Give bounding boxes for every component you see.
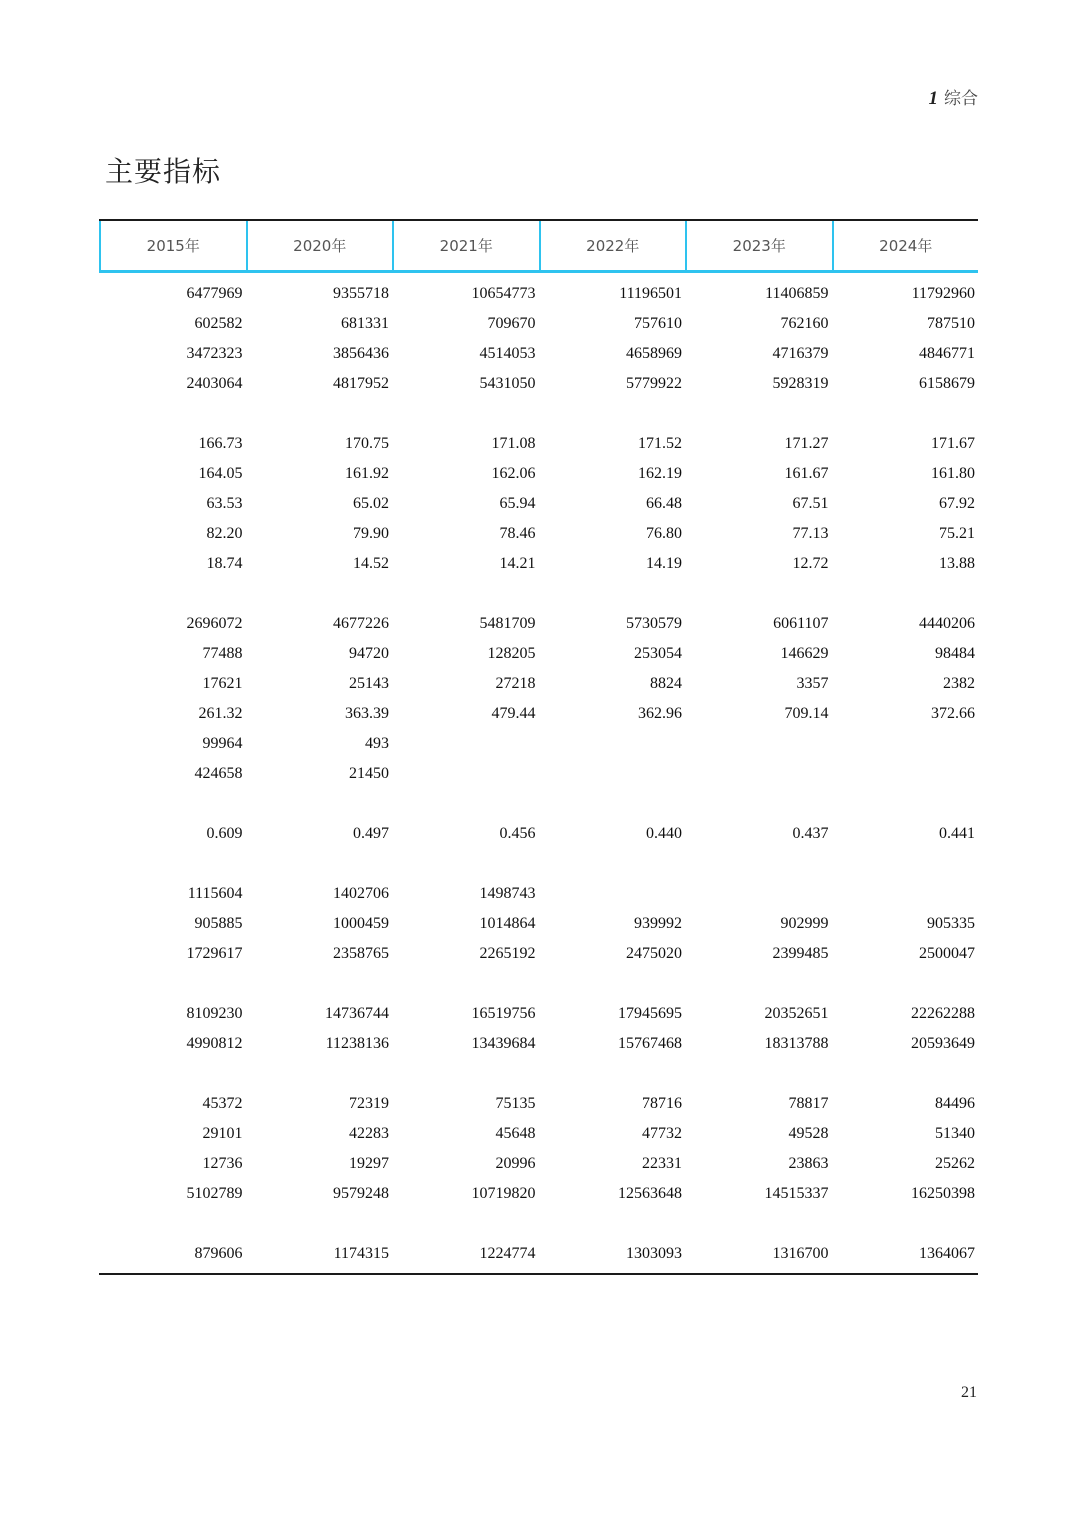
table-cell: 602582 xyxy=(194,315,243,332)
table-cell: 9579248 xyxy=(333,1185,389,1202)
table-cell: 709670 xyxy=(487,315,536,332)
table-row xyxy=(99,609,978,639)
table-cell: 1014864 xyxy=(479,915,536,932)
table-cell: 3856436 xyxy=(333,345,389,362)
table-cell: 67.92 xyxy=(939,495,975,512)
table-cell: 757610 xyxy=(634,315,682,332)
table-cell: 16519756 xyxy=(471,1005,536,1022)
table-cell: 0.497 xyxy=(353,825,389,842)
table-cell: 23863 xyxy=(788,1155,829,1172)
table-row xyxy=(99,999,978,1029)
table-cell: 11238136 xyxy=(325,1035,389,1052)
table-cell: 424658 xyxy=(194,765,243,782)
table-cell: 171.27 xyxy=(784,435,829,452)
table-row xyxy=(99,339,978,369)
table-cell: 29101 xyxy=(202,1125,243,1142)
table-row xyxy=(99,1029,978,1059)
table-cell: 20593649 xyxy=(911,1035,975,1052)
table-cell: 18313788 xyxy=(764,1035,829,1052)
group-spacer xyxy=(99,399,978,429)
table-cell: 1364067 xyxy=(919,1245,975,1262)
table-cell: 17621 xyxy=(202,675,243,692)
group-spacer xyxy=(99,1059,978,1089)
table-cell: 1000459 xyxy=(333,915,389,932)
chapter-label xyxy=(929,84,979,110)
table-cell: 13439684 xyxy=(471,1035,536,1052)
table-cell: 2399485 xyxy=(772,945,829,962)
table-cell: 98484 xyxy=(935,645,975,662)
table-cell: 0.456 xyxy=(499,825,536,842)
table-row xyxy=(99,459,978,489)
table-cell: 905335 xyxy=(927,915,975,932)
table-cell: 2265192 xyxy=(479,945,536,962)
table-row xyxy=(99,939,978,969)
table-cell: 479.44 xyxy=(491,705,536,722)
table-cell: 681331 xyxy=(341,315,389,332)
table-cell: 363.39 xyxy=(345,705,389,722)
table-cell: 1174315 xyxy=(333,1245,389,1262)
table-cell: 63.53 xyxy=(206,495,243,512)
table-cell: 14.19 xyxy=(646,555,682,572)
table-cell: 2500047 xyxy=(919,945,975,962)
table-cell: 78716 xyxy=(642,1095,682,1112)
table-cell: 2358765 xyxy=(333,945,389,962)
page-title: 主要指标 xyxy=(105,155,222,188)
table-cell: 17945695 xyxy=(618,1005,682,1022)
table-cell: 19297 xyxy=(349,1155,389,1172)
table-cell: 164.05 xyxy=(198,465,243,482)
table-cell: 18.74 xyxy=(206,555,243,572)
table-cell: 78.46 xyxy=(499,525,536,542)
table-cell: 67.51 xyxy=(792,495,829,512)
table-row xyxy=(99,519,978,549)
table-cell: 79.90 xyxy=(353,525,389,542)
table-cell: 10719820 xyxy=(471,1185,536,1202)
column-header: 2022年 xyxy=(541,221,688,270)
table-cell: 20996 xyxy=(495,1155,536,1172)
table-header xyxy=(99,221,978,273)
table-cell: 82.20 xyxy=(206,525,243,542)
table-cell: 905885 xyxy=(194,915,243,932)
table-cell: 65.02 xyxy=(353,495,389,512)
table-cell: 20352651 xyxy=(764,1005,829,1022)
table-cell: 22262288 xyxy=(911,1005,975,1022)
group-spacer xyxy=(99,789,978,819)
table-cell: 75.21 xyxy=(939,525,975,542)
table-cell: 51340 xyxy=(935,1125,975,1142)
table-cell: 11792960 xyxy=(911,285,975,302)
table-cell: 4716379 xyxy=(772,345,829,362)
table-cell: 171.52 xyxy=(638,435,682,452)
table-cell: 75135 xyxy=(495,1095,536,1112)
table-cell: 45372 xyxy=(202,1095,243,1112)
table-cell: 76.80 xyxy=(646,525,682,542)
table-cell: 47732 xyxy=(642,1125,682,1142)
indicators-table xyxy=(99,219,978,1275)
table-cell: 77.13 xyxy=(792,525,829,542)
table-cell: 4846771 xyxy=(919,345,975,362)
table-cell: 14.21 xyxy=(499,555,536,572)
table-cell: 84496 xyxy=(935,1095,975,1112)
table-row xyxy=(99,1149,978,1179)
table-cell: 42283 xyxy=(349,1125,389,1142)
table-row xyxy=(99,1089,978,1119)
table-cell: 25262 xyxy=(935,1155,975,1172)
table-cell: 0.437 xyxy=(792,825,829,842)
table-cell: 161.92 xyxy=(345,465,389,482)
table-cell: 2696072 xyxy=(186,615,243,632)
table-cell: 5730579 xyxy=(626,615,682,632)
table-cell: 21450 xyxy=(349,765,389,782)
table-cell: 14.52 xyxy=(353,555,389,572)
table-row xyxy=(99,1239,978,1269)
table-cell: 1316700 xyxy=(772,1245,829,1262)
table-cell: 27218 xyxy=(495,675,536,692)
table-cell: 11196501 xyxy=(619,285,682,302)
chapter-number: 1 xyxy=(928,88,938,109)
table-cell: 162.19 xyxy=(638,465,682,482)
table-bottom-rule xyxy=(99,1273,978,1275)
table-cell: 72319 xyxy=(349,1095,389,1112)
table-cell: 709.14 xyxy=(784,705,829,722)
group-spacer xyxy=(99,579,978,609)
table-row xyxy=(99,759,978,789)
table-cell: 4514053 xyxy=(479,345,536,362)
table-cell: 162.06 xyxy=(491,465,536,482)
table-cell: 8824 xyxy=(650,675,682,692)
table-cell: 14736744 xyxy=(325,1005,389,1022)
table-cell: 166.73 xyxy=(198,435,243,452)
table-cell: 99964 xyxy=(202,735,243,752)
table-cell: 362.96 xyxy=(638,705,682,722)
table-row xyxy=(99,309,978,339)
table-cell: 13.88 xyxy=(939,555,975,572)
table-cell: 14515337 xyxy=(764,1185,829,1202)
table-row xyxy=(99,279,978,309)
page-number: 21 xyxy=(961,1384,977,1401)
table-cell: 1729617 xyxy=(186,945,243,962)
table-row xyxy=(99,819,978,849)
table-cell: 171.67 xyxy=(931,435,975,452)
table-cell: 9355718 xyxy=(333,285,389,302)
table-cell: 879606 xyxy=(194,1245,243,1262)
table-cell: 4658969 xyxy=(626,345,682,362)
table-cell: 161.80 xyxy=(931,465,975,482)
table-cell: 11406859 xyxy=(765,285,829,302)
table-cell: 0.441 xyxy=(939,825,975,842)
table-cell: 65.94 xyxy=(499,495,536,512)
table-cell: 4440206 xyxy=(919,615,975,632)
table-cell: 1224774 xyxy=(479,1245,536,1262)
table-cell: 6061107 xyxy=(773,615,829,632)
table-row xyxy=(99,549,978,579)
table-cell: 78817 xyxy=(788,1095,829,1112)
table-row xyxy=(99,669,978,699)
table-cell: 77488 xyxy=(202,645,243,662)
table-cell: 939992 xyxy=(634,915,682,932)
table-cell: 8109230 xyxy=(186,1005,243,1022)
column-header: 2021年 xyxy=(394,221,541,270)
table-cell: 12563648 xyxy=(618,1185,682,1202)
table-row xyxy=(99,699,978,729)
table-row xyxy=(99,369,978,399)
table-cell: 94720 xyxy=(349,645,389,662)
table-row xyxy=(99,729,978,759)
table-cell: 25143 xyxy=(349,675,389,692)
table-cell: 161.67 xyxy=(784,465,829,482)
table-cell: 1402706 xyxy=(333,885,389,902)
table-row xyxy=(99,639,978,669)
table-cell: 5431050 xyxy=(479,375,536,392)
table-cell: 15767468 xyxy=(618,1035,682,1052)
table-cell: 146629 xyxy=(780,645,829,662)
table-cell: 2382 xyxy=(943,675,975,692)
table-cell: 1303093 xyxy=(626,1245,682,1262)
chapter-name: 综合 xyxy=(944,89,978,109)
table-cell: 66.48 xyxy=(646,495,682,512)
table-cell: 4677226 xyxy=(333,615,389,632)
table-cell: 5779922 xyxy=(626,375,682,392)
table-cell: 16250398 xyxy=(911,1185,975,1202)
table-cell: 0.440 xyxy=(646,825,682,842)
table-cell: 253054 xyxy=(634,645,682,662)
table-row xyxy=(99,1119,978,1149)
table-cell: 1115604 xyxy=(187,885,243,902)
group-spacer xyxy=(99,849,978,879)
table-cell: 2475020 xyxy=(626,945,682,962)
group-spacer xyxy=(99,969,978,999)
table-cell: 5481709 xyxy=(479,615,536,632)
table-row xyxy=(99,879,978,909)
column-header: 2015年 xyxy=(101,221,248,270)
table-cell: 762160 xyxy=(780,315,829,332)
table-cell: 10654773 xyxy=(471,285,536,302)
column-header: 2024年 xyxy=(879,237,933,255)
table-cell: 3472323 xyxy=(186,345,243,362)
table-row xyxy=(99,1179,978,1209)
table-body xyxy=(99,273,978,1269)
table-cell: 1498743 xyxy=(479,885,536,902)
table-cell: 3357 xyxy=(796,675,829,692)
table-row xyxy=(99,909,978,939)
table-cell: 4817952 xyxy=(333,375,389,392)
table-cell: 787510 xyxy=(927,315,975,332)
table-cell: 0.609 xyxy=(206,825,243,842)
table-cell: 5928319 xyxy=(772,375,829,392)
column-header: 2020年 xyxy=(248,221,395,270)
table-cell: 6477969 xyxy=(186,285,243,302)
table-cell: 49528 xyxy=(788,1125,829,1142)
table-cell: 4990812 xyxy=(186,1035,243,1052)
table-cell: 12.72 xyxy=(792,555,829,572)
table-cell: 128205 xyxy=(487,645,536,662)
table-cell: 12736 xyxy=(202,1155,243,1172)
table-cell: 902999 xyxy=(780,915,829,932)
table-cell: 22331 xyxy=(642,1155,682,1172)
table-row xyxy=(99,429,978,459)
table-cell: 6158679 xyxy=(919,375,975,392)
table-cell: 261.32 xyxy=(198,705,243,722)
table-cell: 45648 xyxy=(495,1125,536,1142)
group-spacer xyxy=(99,1209,978,1239)
table-cell: 493 xyxy=(365,735,389,752)
table-cell: 171.08 xyxy=(491,435,536,452)
column-header: 2023年 xyxy=(687,221,834,270)
table-cell: 2403064 xyxy=(186,375,243,392)
table-cell: 5102789 xyxy=(186,1185,243,1202)
table-row xyxy=(99,489,978,519)
table-cell: 372.66 xyxy=(931,705,975,722)
table-cell: 170.75 xyxy=(345,435,389,452)
